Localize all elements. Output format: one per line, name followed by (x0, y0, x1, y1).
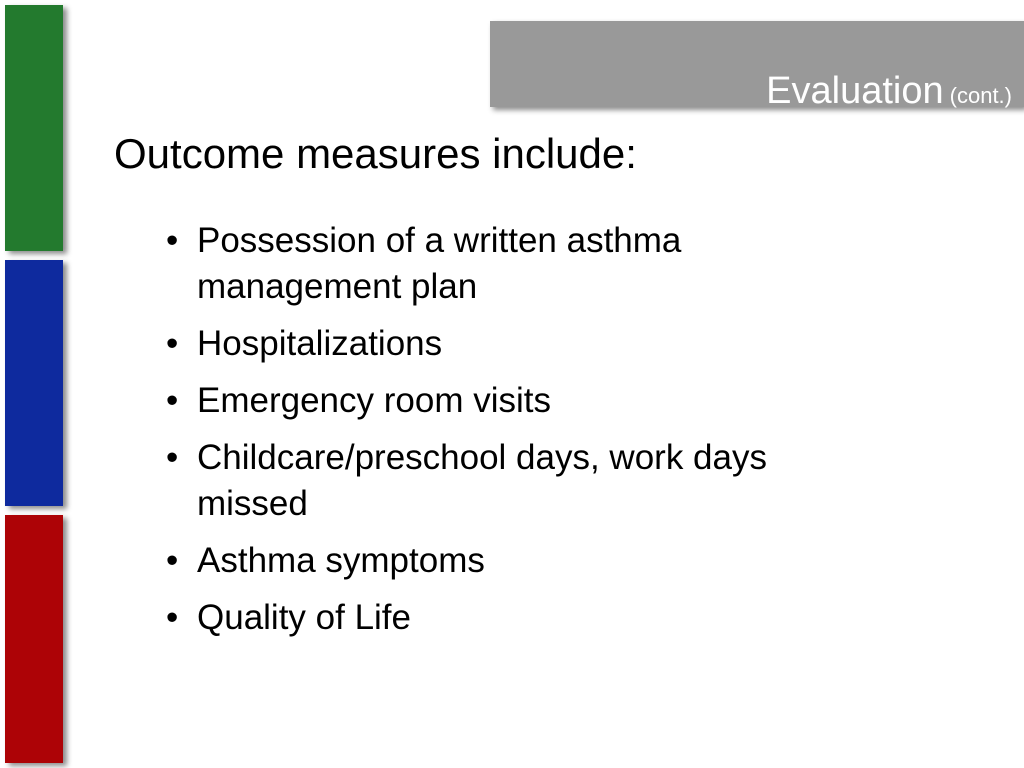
bullet-marker: • (166, 381, 179, 420)
red-accent-bar (5, 515, 63, 763)
bullet-marker: • (166, 221, 179, 260)
bullet-marker: • (166, 598, 179, 637)
bullet-marker: • (166, 438, 179, 477)
bullet-text: Childcare/preschool days, work days missed (197, 438, 767, 523)
bullet-marker: • (166, 541, 179, 580)
slide-heading: Outcome measures include: (114, 130, 637, 177)
bullet-item (166, 218, 886, 310)
bullet-marker: • (166, 324, 179, 363)
bullet-text: Hospitalizations (197, 324, 443, 363)
bullet-text: Asthma symptoms (197, 541, 485, 580)
bullet-item (166, 435, 886, 527)
bullet-text: Possession of a written asthma management plan (197, 221, 682, 306)
slide-title (766, 69, 1012, 118)
blue-accent-bar (5, 260, 63, 506)
bullet-item (166, 538, 886, 584)
bullet-text: Emergency room visits (197, 381, 551, 420)
slide-title-main: Evaluation (766, 70, 944, 112)
bullet-list (166, 218, 886, 652)
bullet-text: Quality of Life (197, 598, 411, 637)
slide-title-suffix: (cont.) (949, 83, 1012, 108)
title-bar (490, 21, 1024, 112)
bullet-item (166, 321, 886, 367)
bullet-item (166, 378, 886, 424)
bullet-item (166, 595, 886, 641)
green-accent-bar (5, 5, 63, 251)
